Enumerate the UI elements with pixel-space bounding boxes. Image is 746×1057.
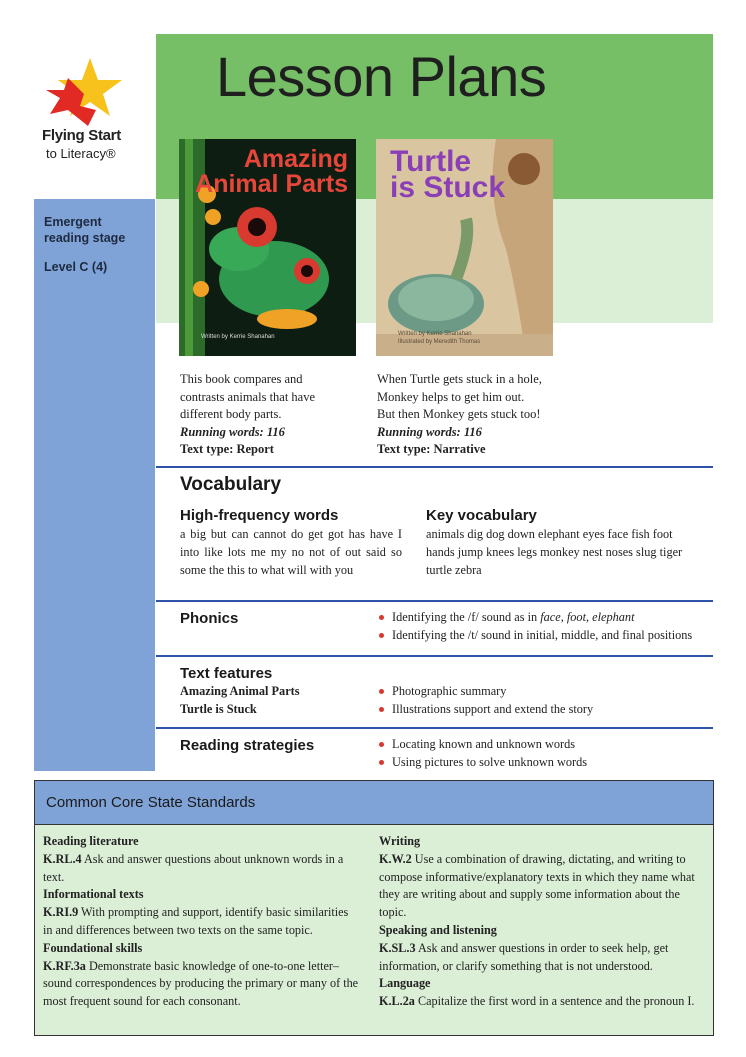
key-vocabulary-words: animals dig dog down elephant eyes face fish foot hands jump knees legs monkey nest noses slug tiger turtle zebra	[426, 527, 683, 577]
high-frequency-heading: High-frequency words	[180, 507, 339, 524]
logo-wordmark: Flying Start	[42, 127, 121, 144]
feature-label: Turtle is Stuck	[180, 702, 257, 716]
section-divider	[156, 727, 713, 729]
standard-code: K.RF.3a	[43, 958, 86, 973]
feature-label: Amazing Animal Parts	[180, 684, 300, 698]
standards-header	[35, 781, 713, 825]
cover-title-line1: Turtle	[390, 145, 472, 178]
book-description-1	[180, 371, 365, 459]
running-words: Running words: 116	[180, 424, 285, 439]
section-divider	[156, 466, 713, 468]
cover-title	[390, 145, 510, 204]
section-divider	[156, 655, 713, 657]
bullet-icon	[379, 689, 384, 694]
reading-level: Level C (4)	[44, 260, 108, 274]
standard-text: Use a combination of drawing, dictating, and writing to compose informative/explanatory texts in which they name what they are writing about and supply some information about the topic.	[379, 851, 695, 920]
bullet-icon	[379, 615, 384, 620]
book-description-2	[377, 371, 562, 459]
standard-code: K.L.2a	[379, 994, 415, 1009]
feature-item-text: Photographic summary	[392, 684, 507, 698]
reading-strategies-heading: Reading strategies	[180, 737, 315, 754]
list-item	[377, 683, 593, 701]
standards-left-column	[43, 833, 359, 1011]
vocabulary-heading: Vocabulary	[180, 474, 282, 495]
standard-code: K.RI.9	[43, 905, 79, 920]
feature-item-text: Illustrations support and extend the story	[392, 701, 594, 716]
standard-code: K.SL.3	[379, 940, 416, 955]
cover-title-line2: is Stuck	[390, 171, 506, 204]
key-vocabulary-heading: Key vocabulary	[426, 507, 537, 524]
standard-category: Reading literature	[43, 834, 139, 848]
description-line: When Turtle gets stuck in a hole,	[377, 372, 542, 386]
bullet-icon	[379, 760, 384, 765]
list-item	[377, 736, 587, 754]
book-cover-turtle-is-stuck	[376, 139, 553, 356]
list-item	[377, 701, 593, 719]
description-line: contrasts animals that have	[180, 389, 316, 404]
description-line: different body parts.	[180, 407, 282, 422]
bullet-icon	[379, 707, 384, 712]
running-words: Running words: 116	[377, 424, 482, 439]
standard-code: K.RL.4	[43, 851, 82, 866]
standards-box	[34, 780, 714, 1036]
standards-right-column	[379, 833, 709, 1011]
description-line: Monkey helps to get him out.	[377, 389, 525, 404]
standard-text: With prompting and support, identify basic similarities in and differences between two texts on the same topic.	[43, 905, 349, 937]
standard-text: Capitalize the first word in a sentence and the pronoun I.	[414, 994, 695, 1009]
strategy-item-text: Locating known and unknown words	[392, 737, 576, 751]
text-features-list	[377, 683, 593, 719]
sidebar	[34, 199, 155, 771]
description-line: This book compares and	[180, 372, 303, 386]
phonics-item-examples: face, foot, elephant	[540, 610, 635, 624]
phonics-item-text: Identifying the /f/ sound as in	[392, 610, 541, 624]
standard-entry	[379, 851, 709, 922]
cover-author: Written by Kerrie Shanahan	[398, 331, 472, 337]
list-item	[377, 609, 692, 627]
cover-title: Amazing Animal Parts	[195, 145, 348, 198]
standards-title: Common Core State Standards	[46, 794, 256, 811]
standard-entry	[379, 993, 709, 1011]
list-item	[377, 627, 692, 645]
strategy-item-text: Using pictures to solve unknown words	[392, 754, 588, 769]
cover-credit	[398, 330, 480, 346]
standard-category: Speaking and listening	[379, 922, 497, 937]
standard-entry	[43, 904, 359, 940]
standard-category: Writing	[379, 834, 421, 848]
phonics-heading: Phonics	[180, 610, 239, 627]
logo-tagline: to Literacy®	[46, 146, 116, 161]
section-divider	[156, 600, 713, 602]
standard-text: Demonstrate basic knowledge of one-to-one letter–sound correspondences by producing the primary or many of the most frequent sound for each consonant.	[43, 958, 359, 1009]
high-frequency-words: a big but can cannot do get got has have I into like lots me my no not of out said so some the this to what will with you	[180, 527, 402, 577]
standard-text: Ask and answer questions in order to seek help, get information, or clarify something that is not understood.	[379, 940, 669, 973]
standard-text: Ask and answer questions about unknown words in a text.	[43, 851, 344, 884]
phonics-item-text: Identifying the /t/ sound in initial, middle, and final positions	[392, 627, 693, 642]
text-type: Text type: Report	[180, 442, 274, 457]
bullet-icon	[379, 742, 384, 747]
cover-credit: Written by Kerrie Shanahan	[201, 334, 275, 340]
standard-category: Foundational skills	[43, 940, 143, 955]
standard-category: Language	[379, 976, 431, 991]
bullet-icon	[379, 633, 384, 638]
standard-entry	[379, 940, 709, 976]
page-title: Lesson Plans	[216, 45, 547, 108]
standard-entry	[43, 851, 359, 887]
cover-illustrator: Illustrated by Meredith Thomas	[398, 339, 481, 345]
phonics-list	[377, 609, 692, 645]
list-item	[377, 754, 587, 772]
reading-stage: Emergent reading stage	[44, 215, 126, 245]
reading-strategies-list	[377, 736, 587, 772]
text-type: Text type: Narrative	[377, 442, 486, 457]
standard-entry	[43, 958, 359, 1011]
standard-category: Informational texts	[43, 887, 144, 902]
standard-code: K.W.2	[379, 851, 412, 866]
description-line: But then Monkey gets stuck too!	[377, 407, 541, 422]
text-features-heading: Text features	[180, 665, 273, 682]
book-cover-amazing-animal-parts	[179, 139, 356, 356]
